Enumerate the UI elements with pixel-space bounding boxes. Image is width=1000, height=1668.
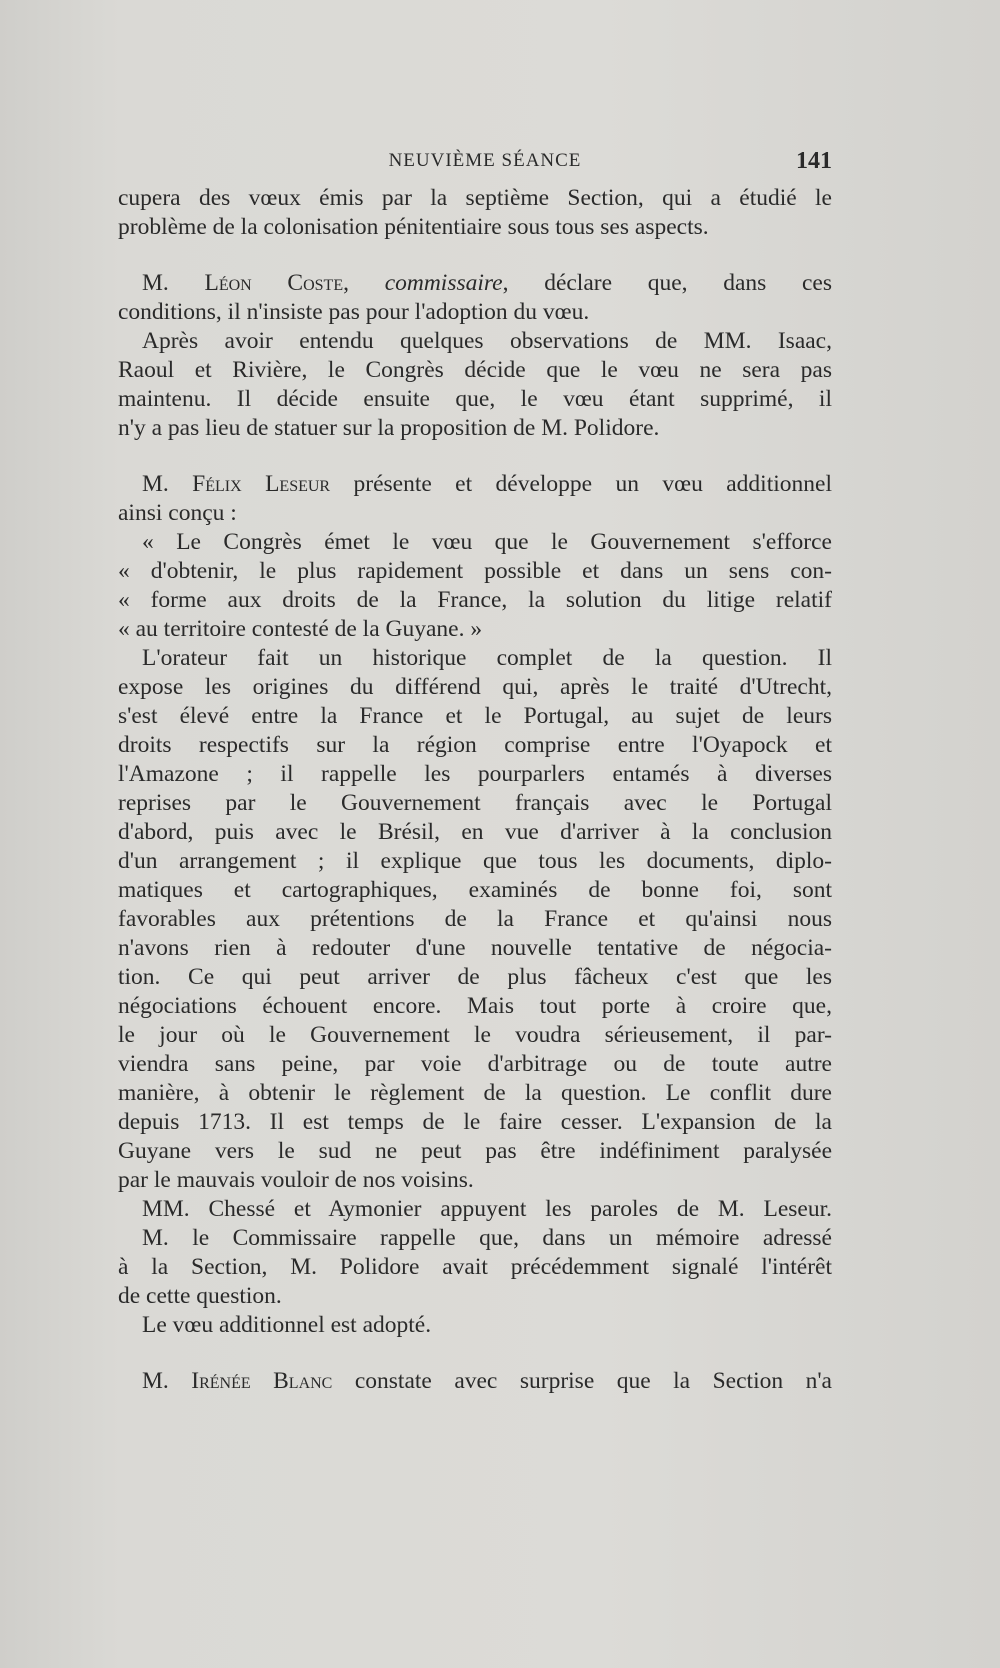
page-number: 141 — [796, 148, 832, 174]
text-line: problème de la colonisation pénitentiaire sous tous ses aspects. — [118, 214, 709, 240]
text-line: le jour où le Gouvernement le voudra sérieusement, il par- — [118, 1022, 832, 1048]
text-line: favorables aux prétentions de la France et qu'ainsi nous — [118, 906, 832, 932]
text-line: Après avoir entendu quelques observations de MM. Isaac, — [142, 328, 832, 354]
text-line: Raoul et Rivière, le Congrès décide que le vœu ne sera pas — [118, 357, 832, 383]
text-line: Guyane vers le sud ne peut pas être indéfiniment paralysée — [118, 1138, 832, 1164]
text-line: de cette question. — [118, 1283, 282, 1309]
text-line: d'abord, puis avec le Brésil, en vue d'arriver à la conclusion — [118, 819, 832, 845]
text-line: manière, à obtenir le règlement de la question. Le conflit dure — [118, 1080, 832, 1106]
speaker-name: Léon Coste — [204, 270, 344, 296]
header-title: NEUVIÈME SÉANCE — [388, 150, 582, 171]
text-line: reprises par le Gouvernement français avec le Portugal — [118, 790, 832, 816]
text-line: conditions, il n'insiste pas pour l'adoption du vœu. — [118, 299, 590, 325]
text-line: par le mauvais vouloir de nos voisins. — [118, 1167, 474, 1193]
quote-line: « d'obtenir, le plus rapidement possible et dans un sens con- — [118, 558, 832, 584]
quote-line: « Le Congrès émet le vœu que le Gouvernement s'efforce — [142, 529, 832, 555]
text-line: M. Félix Leseur présente et développe un vœu additionnel — [142, 471, 832, 497]
speaker-name: Félix Leseur — [192, 471, 331, 497]
text-line: l'Amazone ; il rappelle les pourparlers entamés à diverses — [118, 761, 832, 787]
text-line: ainsi conçu : — [118, 500, 237, 526]
text-line: tion. Ce qui peut arriver de plus fâcheux c'est que les — [118, 964, 832, 990]
text-line: maintenu. Il décide ensuite que, le vœu étant supprimé, il — [118, 386, 832, 412]
speaker-name: Irénée Blanc — [191, 1368, 333, 1394]
text-line: négociations échouent encore. Mais tout porte à croire que, — [118, 993, 832, 1019]
text-line: s'est élevé entre la France et le Portugal, au sujet de leurs — [118, 703, 832, 729]
text-line: n'avons rien à redouter d'une nouvelle tentative de négocia- — [118, 935, 832, 961]
text-line: viendra sans peine, par voie d'arbitrage ou de toute autre — [118, 1051, 832, 1077]
text-line: M. Léon Coste, commissaire, déclare que, dans ces — [142, 270, 833, 296]
text-line: depuis 1713. Il est temps de le faire cesser. L'expansion de la — [118, 1109, 832, 1135]
text-line: droits respectifs sur la région comprise entre l'Oyapock et — [118, 732, 832, 758]
text-line: MM. Chessé et Aymonier appuyent les paroles de M. Leseur. — [142, 1196, 832, 1222]
text-line: cupera des vœux émis par la septième Section, qui a étudié le — [118, 185, 832, 211]
text-line: n'y a pas lieu de statuer sur la proposition de M. Polidore. — [118, 415, 660, 441]
speaker-role: commissaire — [384, 270, 503, 296]
text-line: Le vœu additionnel est adopté. — [142, 1312, 432, 1338]
text-line: matiques et cartographiques, examinés de bonne foi, sont — [118, 877, 832, 903]
text-line: M. le Commissaire rappelle que, dans un mémoire adressé — [142, 1225, 832, 1251]
text-line: d'un arrangement ; il explique que tous les documents, diplo- — [118, 848, 832, 874]
running-head — [118, 150, 832, 180]
quote-line: « au territoire contesté de la Guyane. » — [118, 616, 483, 642]
page-body — [118, 184, 832, 1396]
quote-line: « forme aux droits de la France, la solution du litige relatif — [118, 587, 832, 613]
text-line: à la Section, M. Polidore avait précédemment signalé l'intérêt — [118, 1254, 832, 1280]
text-line: expose les origines du différend qui, après le traité d'Utrecht, — [118, 674, 832, 700]
text-line: M. Irénée Blanc constate avec surprise que la Section n'a — [142, 1368, 832, 1394]
text-line: L'orateur fait un historique complet de la question. Il — [142, 645, 832, 671]
